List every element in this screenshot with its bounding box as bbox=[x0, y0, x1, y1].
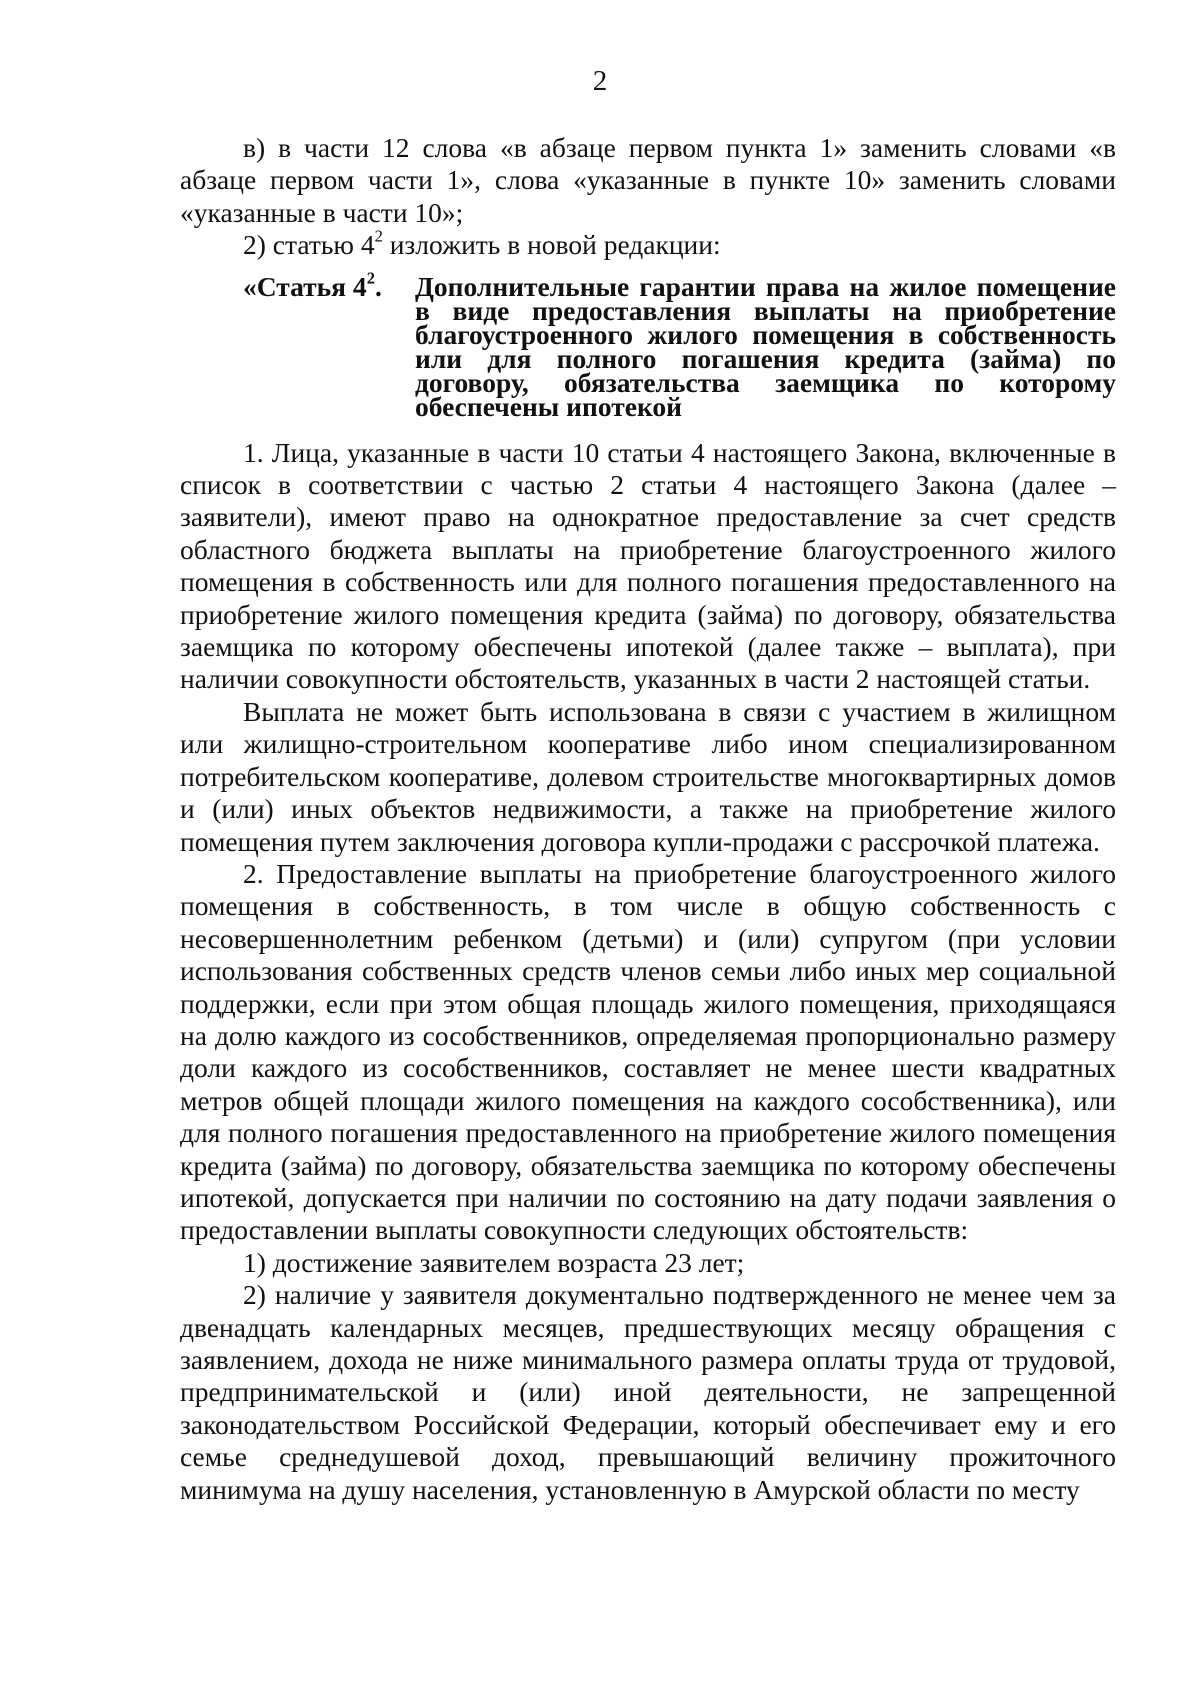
article-label-prefix: «Статья 4 bbox=[243, 270, 367, 302]
article-label-suffix: . bbox=[374, 270, 382, 302]
paragraph-part-2: 2. Предоставление выплаты на приобретение благоустроенного жилого помещения в собственность, в том числе в общую собственность с несовершеннолетним ребенком (детьми) и (или) супругом (при условии использования собственных средств членов семьи либо иных мер социальной поддержки, если при этом общая площадь жилого помещения, приходящаяся на долю каждого из сособственников, определяемая пропорционально размеру доли каждого из сособственников, составляет не менее шести квадратных метров общей площади жилого помещения на каждого сособственника), или для полного погашения предоставленного на приобретение жилого помещения кредита (займа) по договору, обязательства заемщика по которому обеспечены ипотекой, допускается при наличии по состоянию на дату подачи заявления о предоставлении выплаты совокупности следующих обстоятельств: bbox=[180, 857, 1116, 1246]
page-number: 2 bbox=[592, 65, 608, 97]
amendment-superscript: 2 bbox=[374, 226, 383, 246]
paragraph-item-v: в) в части 12 слова «в абзаце первом пункта 1» заменить словами «в абзаце первом части 1», слова «указанные в пункте 10» заменить словами «указанные в части 10»; bbox=[180, 132, 1116, 228]
article-label bbox=[180, 268, 415, 419]
article-label-superscript: 2 bbox=[366, 268, 375, 288]
amendment-suffix: изложить в новой редакции: bbox=[382, 229, 721, 261]
amendment-paragraph bbox=[180, 226, 1116, 261]
paragraph-part-1: 1. Лица, указанные в части 10 статьи 4 настоящего Закона, включенные в список в соответствии с частью 2 статьи 4 настоящего Закона (далее – заявители), имеют право на однократное предоставление за счет средств областного бюджета выплаты на приобретение благоустроенного жилого помещения в собственность или для полного погашения предоставленного на приобретение жилого помещения кредита (займа) по договору, обязательства заемщика по которому обеспечены ипотекой (далее также – выплата), при наличии совокупности обстоятельств, указанных в части 2 настоящей статьи. bbox=[180, 436, 1116, 695]
amendment-prefix: 2) статью 4 bbox=[243, 229, 375, 261]
article-heading bbox=[180, 268, 1116, 422]
paragraph-condition-1: 1) достижение заявителем возраста 23 лет; bbox=[243, 1246, 745, 1278]
article-title: Дополнительные гарантии права на жилое помещение в виде предоставления выплаты на приобретение благоустроенного жилого помещения в собственность или для полного погашения кредита (займа) по договору, обязательства заемщика по которому обеспечены ипотекой bbox=[415, 270, 1116, 422]
paragraph-condition-2: 2) наличие у заявителя документально подтвержденного не менее чем за двенадцать календарных месяцев, предшествующих месяцу обращения с заявлением, дохода не ниже минимального размера оплаты труда от трудовой, предпринимательской и (или) иной деятельности, не запрещенной законодательством Российской Федерации, который обеспечивает ему и его семье среднедушевой доход, превышающий величину прожиточного минимума на душу населения, установленную в Амурской области по месту bbox=[180, 1279, 1116, 1505]
document-body bbox=[180, 132, 1116, 1506]
paragraph-payment-restriction: Выплата не может быть использована в связи с участием в жилищном или жилищно-строительном кооперативе либо ином специализированном потребительском кооперативе, долевом строительстве многоквартирных домов и (или) иных объектов недвижимости, а также на приобретение жилого помещения путем заключения договора купли-продажи с рассрочкой платежа. bbox=[180, 695, 1116, 857]
